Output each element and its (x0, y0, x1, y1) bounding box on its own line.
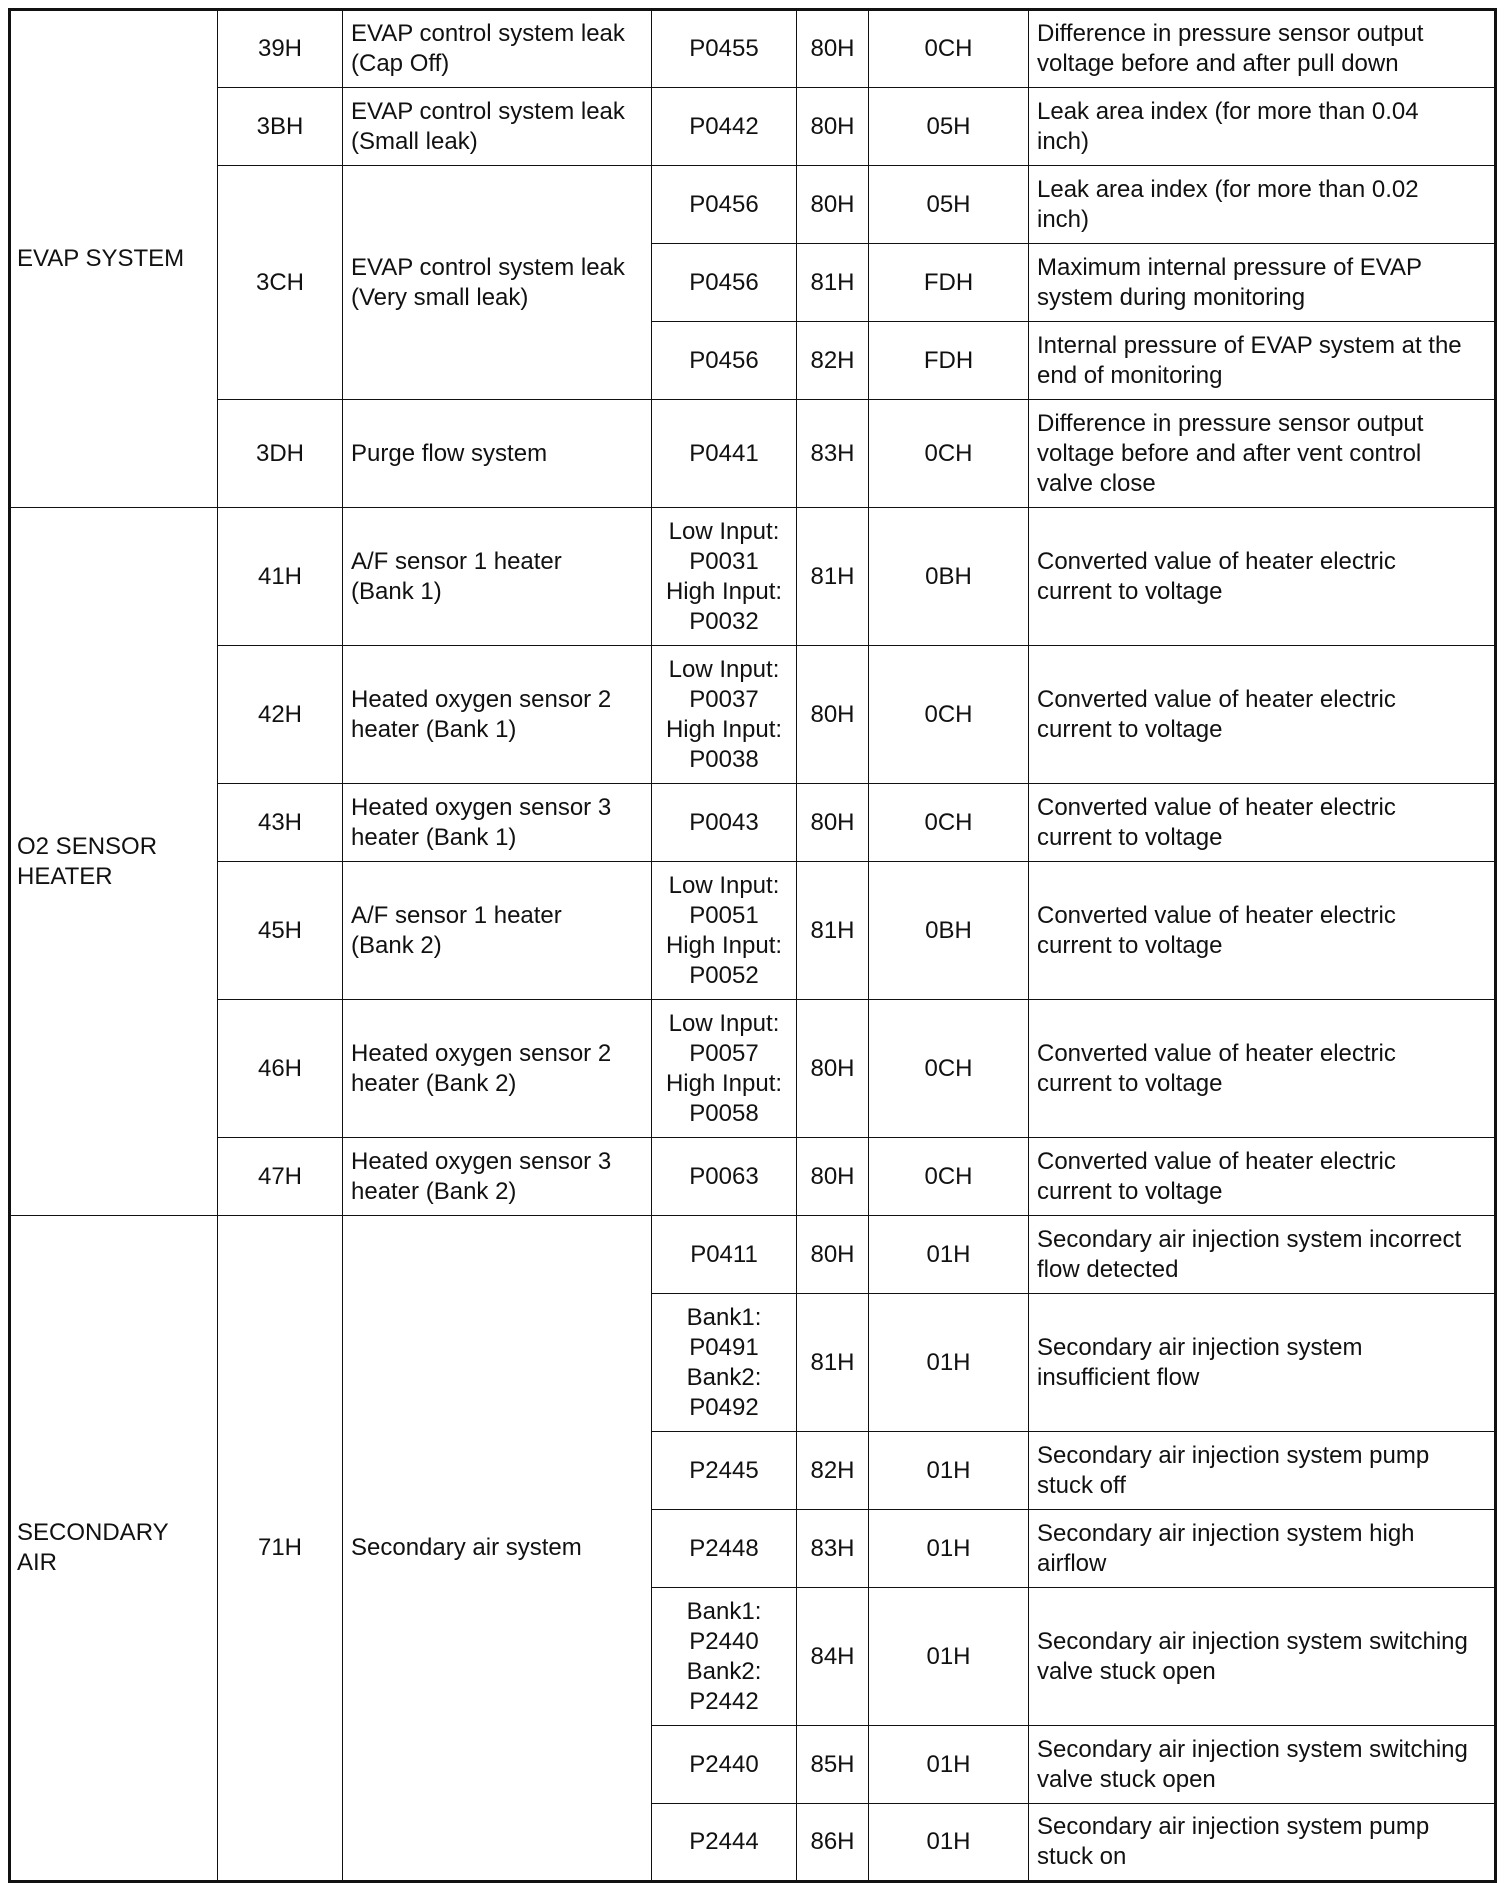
dtc-cell-line: High Input: (665, 931, 783, 959)
dtc-cell-line: P0455 (689, 35, 759, 62)
dtc-cell (652, 1432, 797, 1510)
dtc-cell (652, 1588, 797, 1726)
description-cell-line: current to voltage (1037, 1177, 1223, 1205)
description-cell-line: Leak area index (for more than 0.02 (1037, 175, 1419, 203)
dtc-cell-line: P0441 (689, 439, 759, 467)
dtc-cell (652, 862, 797, 1000)
test-item-cell (343, 1138, 652, 1216)
description-cell-line: Difference in pressure sensor output (1037, 20, 1424, 47)
unit-id-cell: 01H (869, 1432, 1029, 1510)
dtc-cell-line: P0037 (689, 685, 759, 713)
unit-id-cell: 01H (869, 1216, 1029, 1294)
test-item-cell-line: Heated oxygen sensor 2 (351, 685, 612, 713)
description-cell-line: inch) (1037, 205, 1090, 233)
description-cell-line: voltage before and after vent control (1037, 439, 1422, 467)
table-row (10, 1000, 1496, 1138)
dtc-cell (652, 88, 797, 166)
component-id-cell: 81H (797, 244, 869, 322)
dtc-cell-line: P0491 (689, 1333, 759, 1361)
dtc-cell-line: P0456 (689, 190, 759, 218)
description-cell (1029, 1138, 1496, 1216)
group-name-cell-line: AIR (17, 1549, 58, 1576)
unit-id-cell: 0CH (869, 10, 1029, 88)
description-cell-line: end of monitoring (1037, 361, 1223, 389)
description-cell-line: Converted value of heater electric (1037, 547, 1396, 575)
test-item-cell-line: Heated oxygen sensor 3 (351, 1147, 612, 1175)
description-cell-line: valve close (1037, 469, 1156, 497)
test-item-cell (343, 784, 652, 862)
dtc-cell (652, 1510, 797, 1588)
description-cell-line: insufficient flow (1037, 1363, 1200, 1391)
test-item-cell-line: heater (Bank 1) (351, 715, 517, 743)
description-cell (1029, 1588, 1496, 1726)
dtc-cell (652, 784, 797, 862)
test-item-cell (343, 10, 652, 88)
description-cell-line: Converted value of heater electric (1037, 1039, 1396, 1067)
description-cell-line: system during monitoring (1037, 283, 1306, 311)
table-row (10, 88, 1496, 166)
test-item-cell (343, 862, 652, 1000)
description-cell-line: Leak area index (for more than 0.04 (1037, 97, 1419, 125)
dtc-cell-line: P0442 (689, 112, 759, 140)
test-id-cell: 71H (218, 1216, 343, 1882)
table-row (10, 1216, 1496, 1294)
component-id-cell: 80H (797, 1216, 869, 1294)
table-row (10, 166, 1496, 244)
table-row (10, 1138, 1496, 1216)
test-id-cell: 39H (218, 10, 343, 88)
description-cell-line: Converted value of heater electric (1037, 793, 1396, 821)
unit-id-cell: FDH (869, 322, 1029, 400)
description-cell-line: Converted value of heater electric (1037, 685, 1396, 713)
test-id-cell: 43H (218, 784, 343, 862)
component-id-cell: 80H (797, 166, 869, 244)
description-cell-line: valve stuck open (1037, 1765, 1216, 1793)
description-cell-line: Converted value of heater electric (1037, 901, 1396, 929)
description-cell-line: voltage before and after pull down (1037, 50, 1399, 77)
test-item-cell-line: A/F sensor 1 heater (351, 547, 562, 575)
group-name-cell (10, 508, 218, 1216)
test-item-cell (343, 400, 652, 508)
dtc-cell (652, 1726, 797, 1804)
description-cell (1029, 10, 1496, 88)
dtc-cell (652, 10, 797, 88)
component-id-cell: 82H (797, 1432, 869, 1510)
dtc-cell-line: High Input: (665, 577, 783, 605)
test-id-cell: 3CH (218, 166, 343, 400)
description-cell (1029, 400, 1496, 508)
description-cell (1029, 166, 1496, 244)
dtc-cell-line: P0057 (689, 1039, 759, 1067)
dtc-cell-line: P0456 (689, 268, 759, 296)
unit-id-cell: 0CH (869, 1000, 1029, 1138)
component-id-cell: 80H (797, 784, 869, 862)
description-cell-line: Converted value of heater electric (1037, 1147, 1396, 1175)
test-item-cell-line: (Small leak) (351, 127, 478, 155)
test-item-cell (343, 1000, 652, 1138)
description-cell-line: Secondary air injection system switching (1037, 1627, 1468, 1655)
test-item-cell-line: (Bank 2) (351, 931, 442, 959)
group-name-cell (10, 1216, 218, 1882)
description-cell (1029, 508, 1496, 646)
test-item-cell (343, 508, 652, 646)
dtc-cell (652, 646, 797, 784)
test-id-cell: 41H (218, 508, 343, 646)
dtc-cell-line: P2442 (689, 1687, 759, 1715)
dtc-cell-line: Bank1: (686, 1303, 762, 1331)
dtc-cell-line: Low Input: (668, 655, 780, 683)
test-item-cell-line: heater (Bank 1) (351, 823, 517, 851)
unit-id-cell: 0CH (869, 784, 1029, 862)
table-row (10, 508, 1496, 646)
test-item-cell (343, 166, 652, 400)
dtc-cell-line: P2440 (689, 1627, 759, 1655)
component-id-cell: 80H (797, 646, 869, 784)
group-name-cell-line: EVAP SYSTEM (17, 245, 185, 272)
dtc-cell-line: Bank2: (686, 1657, 762, 1685)
unit-id-cell: 01H (869, 1726, 1029, 1804)
description-cell (1029, 1000, 1496, 1138)
table-row (10, 400, 1496, 508)
unit-id-cell: 0CH (869, 646, 1029, 784)
description-cell-line: current to voltage (1037, 1069, 1223, 1097)
description-cell-line: flow detected (1037, 1255, 1179, 1283)
dtc-cell-line: High Input: (665, 1069, 783, 1097)
test-item-cell-line: EVAP control system leak (351, 20, 625, 47)
test-item-cell-line: (Very small leak) (351, 283, 529, 311)
dtc-cell (652, 1000, 797, 1138)
dtc-cell (652, 1216, 797, 1294)
test-item-cell-line: Secondary air system (351, 1534, 582, 1561)
description-cell-line: current to voltage (1037, 577, 1223, 605)
test-item-cell-line: Heated oxygen sensor 2 (351, 1039, 612, 1067)
description-cell (1029, 1510, 1496, 1588)
test-item-cell-line: (Bank 1) (351, 577, 442, 605)
description-cell-line: valve stuck open (1037, 1657, 1216, 1685)
dtc-reference-table (8, 8, 1497, 1883)
dtc-cell-line: P0411 (690, 1240, 758, 1268)
test-id-cell: 3DH (218, 400, 343, 508)
dtc-cell-line: P0038 (689, 745, 759, 773)
table-row (10, 862, 1496, 1000)
dtc-cell-line: P0492 (689, 1393, 759, 1421)
component-id-cell: 80H (797, 88, 869, 166)
unit-id-cell: 01H (869, 1804, 1029, 1882)
component-id-cell: 80H (797, 10, 869, 88)
test-item-cell (343, 646, 652, 784)
description-cell (1029, 784, 1496, 862)
description-cell-line: stuck off (1037, 1471, 1126, 1499)
group-name-cell (10, 10, 218, 508)
test-item-cell (343, 88, 652, 166)
component-id-cell: 81H (797, 508, 869, 646)
description-cell-line: Secondary air injection system incorrect (1037, 1225, 1462, 1253)
description-cell (1029, 1804, 1496, 1882)
dtc-cell (652, 400, 797, 508)
table-row (10, 10, 1496, 88)
component-id-cell: 85H (797, 1726, 869, 1804)
dtc-cell-line: P0058 (689, 1099, 759, 1127)
test-item-cell-line: (Cap Off) (351, 50, 450, 77)
dtc-cell-line: P0031 (689, 547, 759, 575)
component-id-cell: 86H (797, 1804, 869, 1882)
dtc-cell-line: Low Input: (668, 871, 780, 899)
component-id-cell: 80H (797, 1000, 869, 1138)
description-cell-line: Internal pressure of EVAP system at the (1037, 331, 1462, 359)
dtc-cell (652, 508, 797, 646)
description-cell (1029, 862, 1496, 1000)
dtc-cell-line: High Input: (665, 715, 783, 743)
test-item-cell-line: Purge flow system (351, 439, 548, 467)
group-name-cell-line: SECONDARY (17, 1519, 169, 1546)
unit-id-cell: 0BH (869, 508, 1029, 646)
description-cell-line: current to voltage (1037, 931, 1223, 959)
dtc-cell-line: P2448 (689, 1534, 759, 1562)
test-item-cell (343, 1216, 652, 1882)
description-cell (1029, 1294, 1496, 1432)
test-item-cell-line: A/F sensor 1 heater (351, 901, 562, 929)
dtc-cell-line: P0456 (689, 346, 759, 374)
description-cell-line: Secondary air injection system high (1037, 1519, 1415, 1547)
group-name-cell-line: O2 SENSOR (17, 832, 158, 860)
test-id-cell: 46H (218, 1000, 343, 1138)
unit-id-cell: 01H (869, 1510, 1029, 1588)
dtc-cell-line: P0051 (689, 901, 759, 929)
dtc-cell-line: P2445 (689, 1456, 759, 1484)
description-cell-line: Maximum internal pressure of EVAP (1037, 253, 1423, 281)
description-cell (1029, 244, 1496, 322)
component-id-cell: 80H (797, 1138, 869, 1216)
component-id-cell: 84H (797, 1588, 869, 1726)
test-id-cell: 47H (218, 1138, 343, 1216)
component-id-cell: 83H (797, 400, 869, 508)
unit-id-cell: 05H (869, 166, 1029, 244)
dtc-cell-line: Low Input: (668, 1009, 780, 1037)
unit-id-cell: FDH (869, 244, 1029, 322)
dtc-cell (652, 244, 797, 322)
test-id-cell: 45H (218, 862, 343, 1000)
test-item-cell-line: EVAP control system leak (351, 253, 625, 281)
unit-id-cell: 01H (869, 1294, 1029, 1432)
description-cell-line: inch) (1037, 127, 1090, 155)
description-cell-line: Secondary air injection system switching (1037, 1735, 1468, 1763)
dtc-cell-line: P0043 (689, 808, 759, 836)
table-row (10, 784, 1496, 862)
dtc-cell (652, 166, 797, 244)
description-cell-line: airflow (1037, 1549, 1107, 1577)
description-cell-line: current to voltage (1037, 823, 1223, 851)
group-name-cell-line: HEATER (17, 862, 113, 890)
description-cell (1029, 1726, 1496, 1804)
dtc-cell (652, 1294, 797, 1432)
dtc-cell-line: P0052 (689, 961, 759, 989)
description-cell-line: Difference in pressure sensor output (1037, 409, 1424, 437)
dtc-cell-line: P0063 (689, 1162, 759, 1190)
dtc-cell (652, 1804, 797, 1882)
dtc-cell (652, 1138, 797, 1216)
test-item-cell-line: EVAP control system leak (351, 97, 625, 125)
dtc-cell-line: P0032 (689, 607, 759, 635)
description-cell (1029, 646, 1496, 784)
dtc-cell-line: Bank1: (686, 1597, 762, 1625)
description-cell (1029, 322, 1496, 400)
component-id-cell: 81H (797, 1294, 869, 1432)
description-cell (1029, 1216, 1496, 1294)
description-cell-line: current to voltage (1037, 715, 1223, 743)
table-body (10, 10, 1496, 1882)
test-id-cell: 42H (218, 646, 343, 784)
unit-id-cell: 01H (869, 1588, 1029, 1726)
description-cell-line: Secondary air injection system (1037, 1333, 1363, 1361)
description-cell-line: Secondary air injection system pump (1037, 1441, 1430, 1469)
test-item-cell-line: heater (Bank 2) (351, 1177, 517, 1205)
dtc-cell-line: Low Input: (668, 517, 780, 545)
description-cell-line: Secondary air injection system pump (1037, 1813, 1430, 1840)
dtc-cell-line: P2440 (689, 1750, 759, 1778)
unit-id-cell: 0CH (869, 1138, 1029, 1216)
component-id-cell: 83H (797, 1510, 869, 1588)
table-row (10, 646, 1496, 784)
unit-id-cell: 0BH (869, 862, 1029, 1000)
dtc-cell (652, 322, 797, 400)
test-id-cell: 3BH (218, 88, 343, 166)
unit-id-cell: 05H (869, 88, 1029, 166)
dtc-cell-line: Bank2: (686, 1363, 762, 1391)
description-cell (1029, 1432, 1496, 1510)
description-cell-line: stuck on (1037, 1843, 1127, 1870)
unit-id-cell: 0CH (869, 400, 1029, 508)
description-cell (1029, 88, 1496, 166)
dtc-cell-line: P2444 (689, 1828, 759, 1855)
test-item-cell-line: Heated oxygen sensor 3 (351, 793, 612, 821)
component-id-cell: 82H (797, 322, 869, 400)
test-item-cell-line: heater (Bank 2) (351, 1069, 517, 1097)
component-id-cell: 81H (797, 862, 869, 1000)
